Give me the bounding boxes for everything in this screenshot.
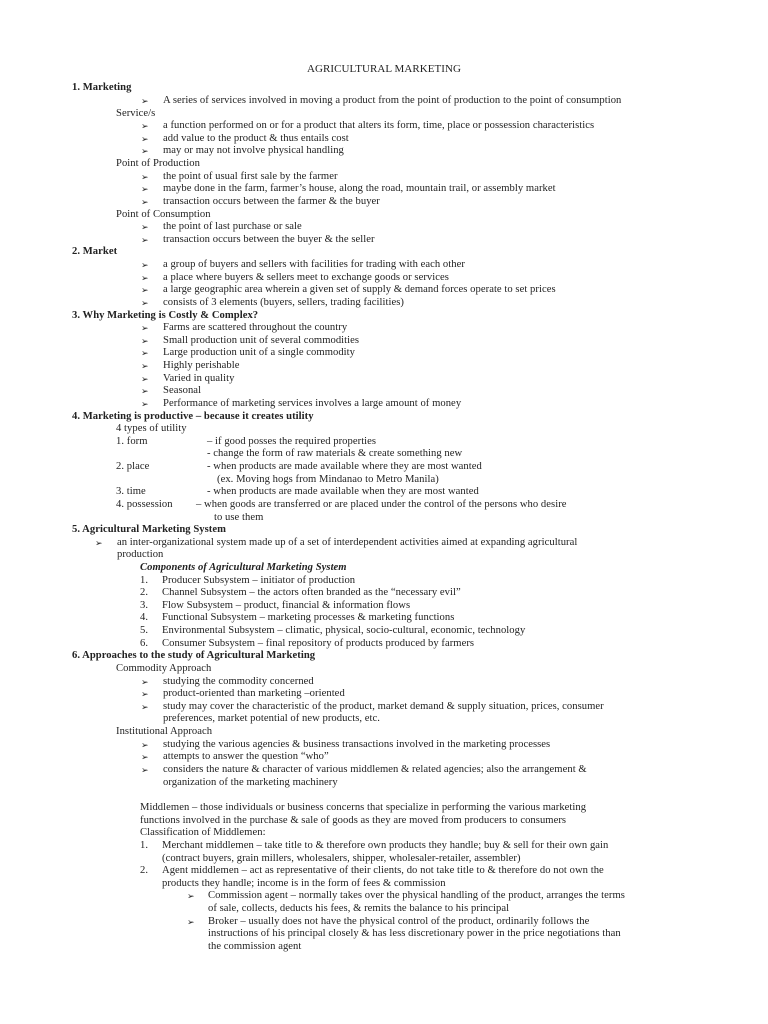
text-line: Functional Subsystem – marketing processes & marketing functions [162,612,455,623]
text-line: products they handle; income is in the form of fees & commission [162,878,446,889]
text-line: - when products are made available when they are most wanted [207,486,479,497]
bullet-arrow-icon: ➢ [141,172,149,182]
text-line: Seasonal [163,385,202,396]
text-line: A series of services involved in moving a product from the point of production to the point of consumption [163,95,622,106]
bullet-arrow-icon: ➢ [141,348,149,358]
bullet-arrow-icon: ➢ [141,752,149,762]
text-line: – if good posses the required properties [207,436,377,447]
text-line: may or may not involve physical handling [163,145,344,156]
text-line: Small production unit of several commodities [163,335,360,346]
page-title: AGRICULTURAL MARKETING [307,63,461,75]
text-line: (contract buyers, grain millers, wholesalers, shipper, wholesaler-retailer, assembler) [162,853,521,864]
text-line: 2. [140,865,149,876]
bullet-arrow-icon: ➢ [141,689,149,699]
bullet-arrow-icon: ➢ [141,702,149,712]
text-line: a group of buyers and sellers with facilities for trading with each other [163,259,465,270]
text-line: transaction occurs between the buyer & the seller [163,234,375,245]
bullet-arrow-icon: ➢ [141,765,149,775]
section-heading: 1. Marketing [72,82,132,93]
bullet-arrow-icon: ➢ [141,285,149,295]
bullet-arrow-icon: ➢ [141,298,149,308]
text-line: Agent middlemen – act as representative of their clients, do not take title to & therefore do not own the [162,865,604,876]
text-line: Commission agent – normally takes over the physical handling of the product, arranges the terms [208,890,625,901]
text-line: consists of 3 elements (buyers, sellers, trading facilities) [163,297,405,308]
text-line: attempts to answer the question “who” [163,751,329,762]
text-line: Large production unit of a single commodity [163,347,356,358]
text-line: 2. place [116,461,150,472]
bullet-arrow-icon: ➢ [141,222,149,232]
bullet-arrow-icon: ➢ [141,361,149,371]
text-line: Classification of Middlemen: [140,827,266,838]
text-line: studying the various agencies & business transactions involved in the marketing processes [163,739,551,750]
text-line: preferences, market potential of new products, etc. [163,713,380,724]
text-line: product-oriented than marketing –oriented [163,688,345,699]
text-line: Highly perishable [163,360,240,371]
text-line: Producer Subsystem – initiator of production [162,575,356,586]
bullet-arrow-icon: ➢ [141,260,149,270]
bullet-arrow-icon: ➢ [141,235,149,245]
section-heading: 6. Approaches to the study of Agricultural Marketing [72,650,316,661]
bullet-arrow-icon: ➢ [141,96,149,106]
text-line: functions involved in the purchase & sale of goods as they are moved from producers to consumers [140,815,567,826]
text-line: the commission agent [208,941,302,952]
text-line: the point of last purchase or sale [163,221,302,232]
bullet-arrow-icon: ➢ [187,917,195,927]
text-line: add value to the product & thus entails cost [163,133,349,144]
text-line: 3. time [116,486,146,497]
bullet-arrow-icon: ➢ [95,538,103,548]
text-line: transaction occurs between the farmer & the buyer [163,196,380,207]
text-line: 6. [140,638,149,649]
bullet-arrow-icon: ➢ [141,374,149,384]
text-line: 3. [140,600,149,611]
text-line: - change the form of raw materials & create something new [207,448,463,459]
section-heading: 2. Market [72,246,118,257]
bullet-arrow-icon: ➢ [141,386,149,396]
text-line: 1. form [116,436,148,447]
text-line: Broker – usually does not have the physical control of the product, ordinarily follows the [208,916,590,927]
text-line: a large geographic area wherein a given set of supply & demand forces operate to set prices [163,284,556,295]
text-line: Consumer Subsystem – final repository of products produced by farmers [162,638,475,649]
text-line: Institutional Approach [116,726,213,737]
text-line: an inter-organizational system made up of a set of interdependent activities aimed at expanding agricultural [117,537,578,548]
text-line: Service/s [116,108,156,119]
text-line: 4 types of utility [116,423,187,434]
section-heading: 4. Marketing is productive – because it creates utility [72,411,314,422]
bullet-arrow-icon: ➢ [141,336,149,346]
text-line: instructions of his principal closely & has less discretionary power in the price negotiations than [208,928,621,939]
text-line: a place where buyers & sellers meet to exchange goods or services [163,272,449,283]
text-line: Flow Subsystem – product, financial & information flows [162,600,411,611]
bullet-arrow-icon: ➢ [141,399,149,409]
text-line: 5. [140,625,149,636]
text-line: Channel Subsystem – the actors often branded as the “necessary evil” [162,587,461,598]
bullet-arrow-icon: ➢ [141,273,149,283]
text-line: Point of Production [116,158,200,169]
bullet-arrow-icon: ➢ [141,323,149,333]
bullet-arrow-icon: ➢ [141,740,149,750]
text-line: production [117,549,164,560]
section-heading: 5. Agricultural Marketing System [72,524,227,535]
text-line: Environmental Subsystem – climatic, physical, socio-cultural, economic, technology [162,625,526,636]
text-line: Performance of marketing services involves a large amount of money [163,398,462,409]
text-line: considers the nature & character of various middlemen & related agencies; also the arrangement & [163,764,587,775]
text-line: Varied in quality [163,373,235,384]
bullet-arrow-icon: ➢ [141,134,149,144]
bullet-arrow-icon: ➢ [141,146,149,156]
bullet-arrow-icon: ➢ [141,677,149,687]
text-line: Commodity Approach [116,663,212,674]
bullet-arrow-icon: ➢ [187,891,195,901]
bullet-arrow-icon: ➢ [141,121,149,131]
text-line: Merchant middlemen – take title to & therefore own products they handle; buy & sell for their own gain [162,840,609,851]
text-line: – when goods are transferred or are placed under the control of the persons who desire [196,499,567,510]
text-line: 4. possession [116,499,173,510]
text-line: Point of Consumption [116,209,211,220]
subsection-heading: Components of Agricultural Marketing System [140,562,347,573]
bullet-arrow-icon: ➢ [141,184,149,194]
text-line: study may cover the characteristic of the product, market demand & supply situation, prices, consumer [163,701,604,712]
section-heading: 3. Why Marketing is Costly & Complex? [72,310,259,321]
text-line: organization of the marketing machinery [163,777,338,788]
text-line: 1. [140,575,149,586]
text-line: a function performed on or for a product that alters its form, time, place or possession characteristics [163,120,595,131]
text-line: maybe done in the farm, farmer’s house, along the road, mountain trail, or assembly market [163,183,556,194]
text-line: - when products are made available where they are most wanted [207,461,482,472]
text-line: to use them [214,512,264,523]
text-line: studying the commodity concerned [163,676,314,687]
text-line: (ex. Moving hogs from Mindanao to Metro Manila) [217,474,439,485]
text-line: of sale, collects, deducts his fees, & remits the balance to his principal [208,903,510,914]
text-line: the point of usual first sale by the farmer [163,171,338,182]
text-line: Farms are scattered throughout the country [163,322,348,333]
text-line: 4. [140,612,149,623]
text-line: 2. [140,587,149,598]
bullet-arrow-icon: ➢ [141,197,149,207]
text-line: 1. [140,840,149,851]
text-line: Middlemen – those individuals or business concerns that specialize in performing the various marketing [140,802,587,813]
